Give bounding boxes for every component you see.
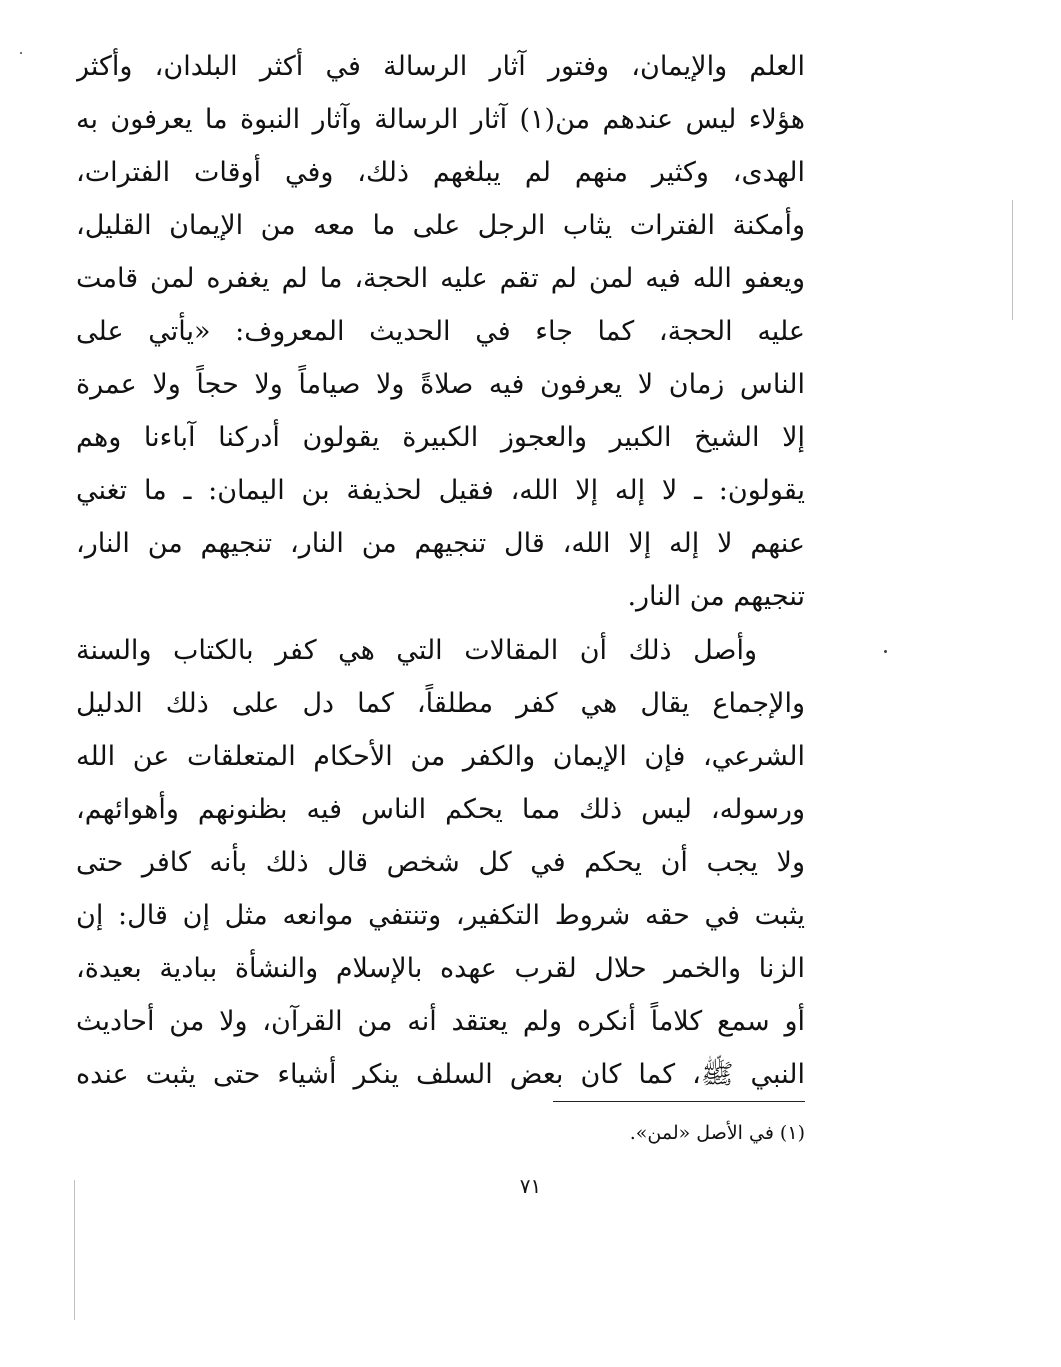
paragraph-1 <box>76 40 805 623</box>
text-line: عنهم لا إله إلا الله، قال تنجيهم من النار، تنجيهم من النار، <box>76 528 805 559</box>
scan-edge-line <box>74 1180 75 1320</box>
text-line: ولا يجب أن يحكم في كل شخص قال ذلك بأنه كافر حتى <box>76 847 805 878</box>
text-line: ويعفو الله فيه لمن لم تقم عليه الحجة، ما لم يغفره لمن قامت <box>76 263 805 294</box>
text-line: يقولون: ـ لا إله إلا الله، فقيل لحذيفة بن اليمان: ـ ما تغني <box>76 475 805 506</box>
text-line: الهدى، وكثير منهم لم يبلغهم ذلك، وفي أوقات الفترات، <box>76 157 805 188</box>
text-line: إلا الشيخ الكبير والعجوز الكبيرة يقولون أدركنا آباءنا وهم <box>76 422 805 453</box>
text-line: الناس زمان لا يعرفون فيه صلاةً ولا صياماً ولا حجاً ولا عمرة <box>76 369 805 400</box>
text-line: ورسوله، ليس ذلك مما يحكم الناس فيه بظنونهم وأهوائهم، <box>76 794 805 825</box>
scan-edge-line <box>1012 200 1013 320</box>
text-line: عليه الحجة، كما جاء في الحديث المعروف: «يأتي على <box>76 316 805 347</box>
scan-speck <box>20 52 22 54</box>
text-line: الزنا والخمر حلال لقرب عهده بالإسلام والنشأة ببادية بعيدة، <box>76 953 805 984</box>
text-line-first: وأصل ذلك أن المقالات التي هي كفر بالكتاب والسنة <box>76 635 757 666</box>
footnote-separator <box>553 1101 805 1102</box>
page-number: ٧١ <box>519 1174 542 1198</box>
text-line: وأمكنة الفترات يثاب الرجل على ما معه من الإيمان القليل، <box>76 210 805 241</box>
paragraph-2 <box>76 624 805 1101</box>
text-line-last: تنجيهم من النار. <box>627 581 805 612</box>
text-line: النبي ﷺ، كما كان بعض السلف ينكر أشياء حتى يثبت عنده <box>76 1059 805 1090</box>
text-line: العلم والإيمان، وفتور آثار الرسالة في أكثر البلدان، وأكثر <box>76 51 805 82</box>
text-line: والإجماع يقال هي كفر مطلقاً، كما دل على ذلك الدليل <box>76 688 805 719</box>
scan-speck <box>884 650 887 653</box>
text-line: يثبت في حقه شروط التكفير، وتنتفي موانعه مثل إن قال: إن <box>76 900 805 931</box>
text-line: الشرعي، فإن الإيمان والكفر من الأحكام المتعلقات عن الله <box>76 741 805 772</box>
text-line: أو سمع كلاماً أنكره ولم يعتقد أنه من القرآن، ولا من أحاديث <box>76 1006 805 1037</box>
footnote: (١) في الأصل «لمن». <box>629 1122 805 1144</box>
text-line: هؤلاء ليس عندهم من(١) آثار الرسالة وآثار النبوة ما يعرفون به <box>76 104 805 135</box>
